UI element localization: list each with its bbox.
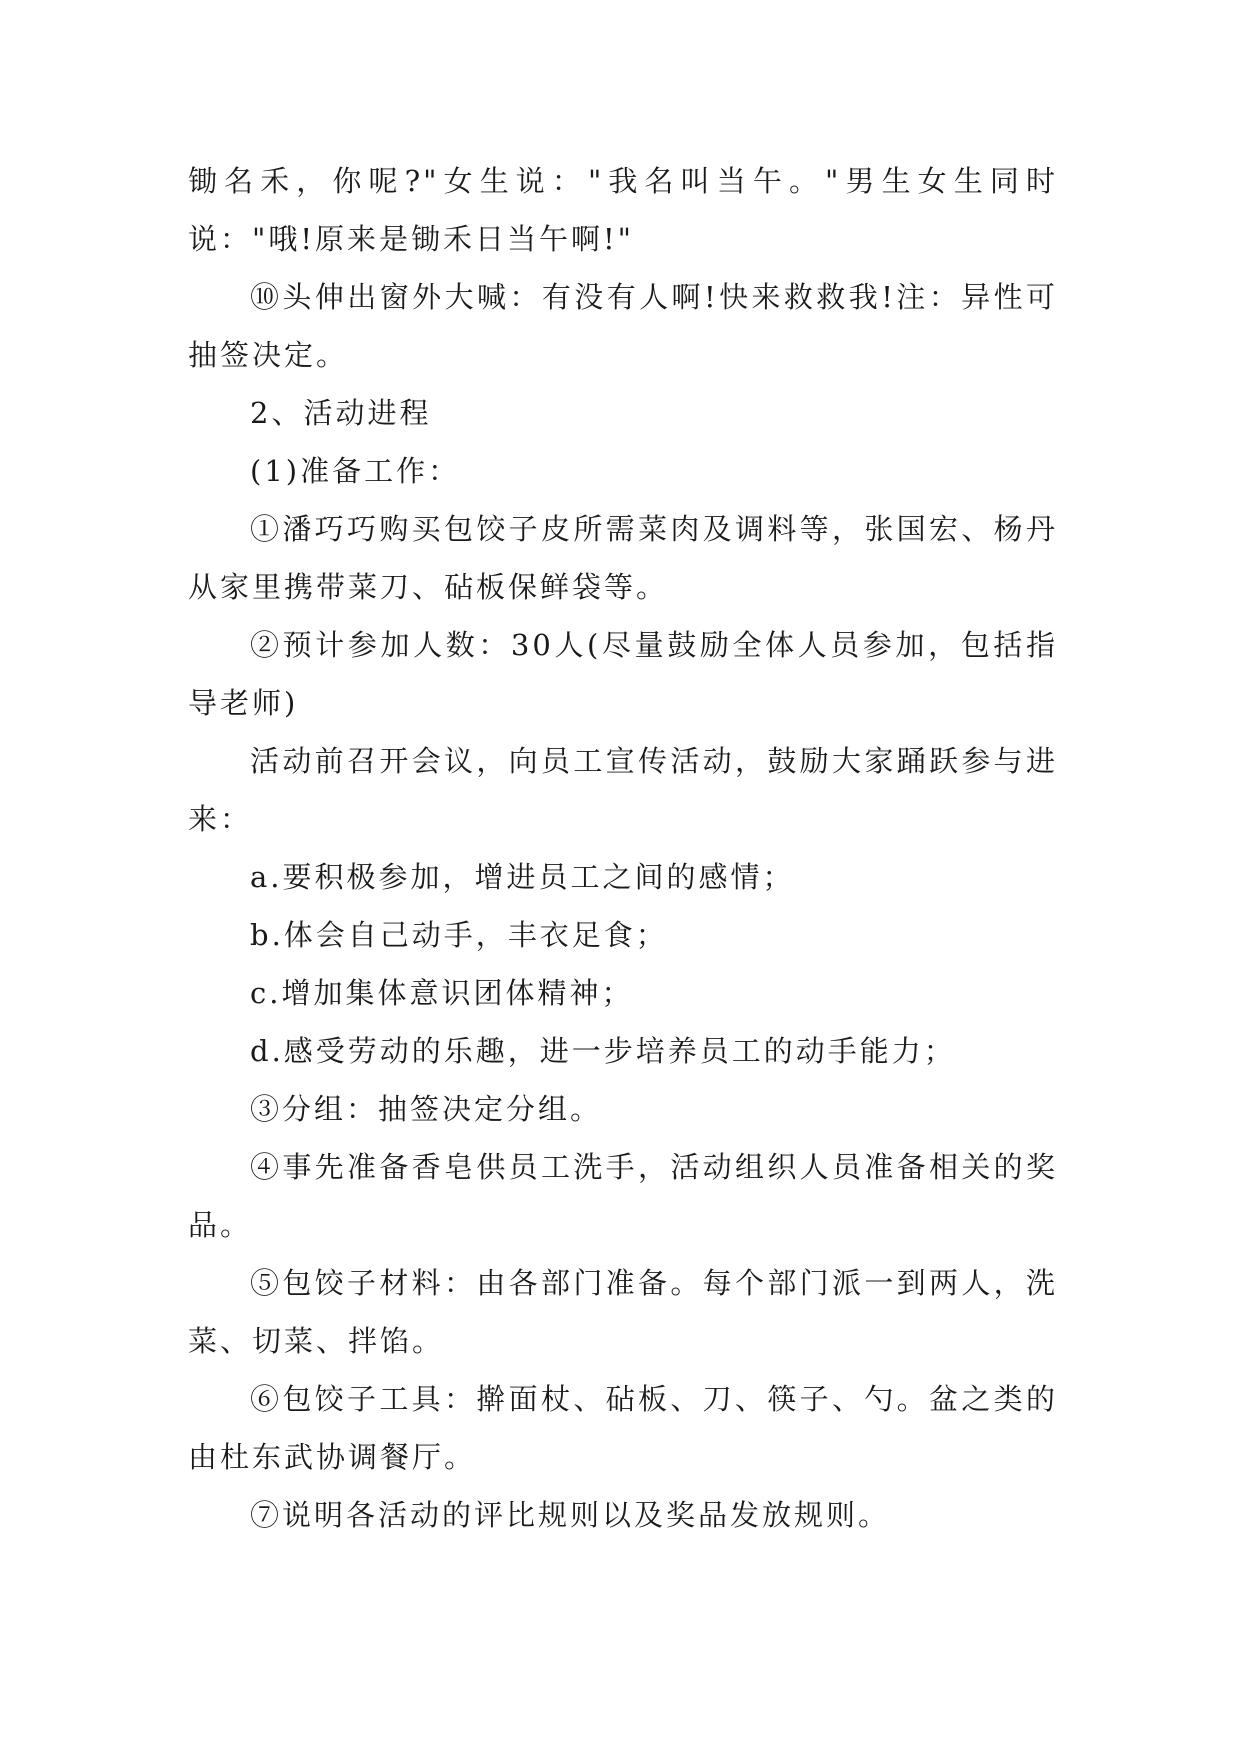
document-body: [188, 152, 1058, 1544]
list-item-b: b.体会自己动手，丰衣足食；: [250, 918, 668, 952]
paragraph-item-5: ⑤包饺子材料：由各部门准备。每个部门派一到两人，洗菜、切菜、拌馅。: [188, 1266, 1058, 1358]
paragraph-item-7: ⑦说明各活动的评比规则以及奖品发放规则。: [250, 1498, 891, 1532]
section-heading-activity-process: 2、活动进程: [250, 396, 432, 430]
paragraph-item-4: ④事先准备香皂供员工洗手，活动组织人员准备相关的奖品。: [188, 1150, 1058, 1242]
paragraph-item-1: ①潘巧巧购买包饺子皮所需菜肉及调料等，张国宏、杨丹从家里携带菜刀、砧板保鲜袋等。: [188, 512, 1058, 604]
paragraph-item-2: ②预计参加人数：30人(尽量鼓励全体人员参加，包括指导老师): [188, 628, 1058, 720]
list-item-c: c.增加集体意识团体精神；: [250, 976, 634, 1010]
subsection-heading-preparation: (1)准备工作：: [250, 454, 461, 488]
list-item-a: a.要积极参加，增进员工之间的感情；: [250, 860, 795, 894]
paragraph-dialogue-end: 锄名禾，你呢?"女生说："我名叫当午。"男生女生同时说："哦!原来是锄禾日当午啊!": [188, 164, 1058, 256]
paragraph-item-6: ⑥包饺子工具：擀面杖、砧板、刀、筷子、勺。盆之类的由杜东武协调餐厅。: [188, 1382, 1058, 1474]
paragraph-meeting: 活动前召开会议，向员工宣传活动，鼓励大家踊跃参与进来：: [188, 744, 1058, 836]
list-item-d: d.感受劳动的乐趣，进一步培养员工的动手能力；: [250, 1034, 956, 1068]
paragraph-item-3: ③分组：抽签决定分组。: [250, 1092, 603, 1126]
paragraph-item-10: ⑩头伸出窗外大喊：有没有人啊!快来救救我!注：异性可抽签决定。: [188, 280, 1058, 372]
